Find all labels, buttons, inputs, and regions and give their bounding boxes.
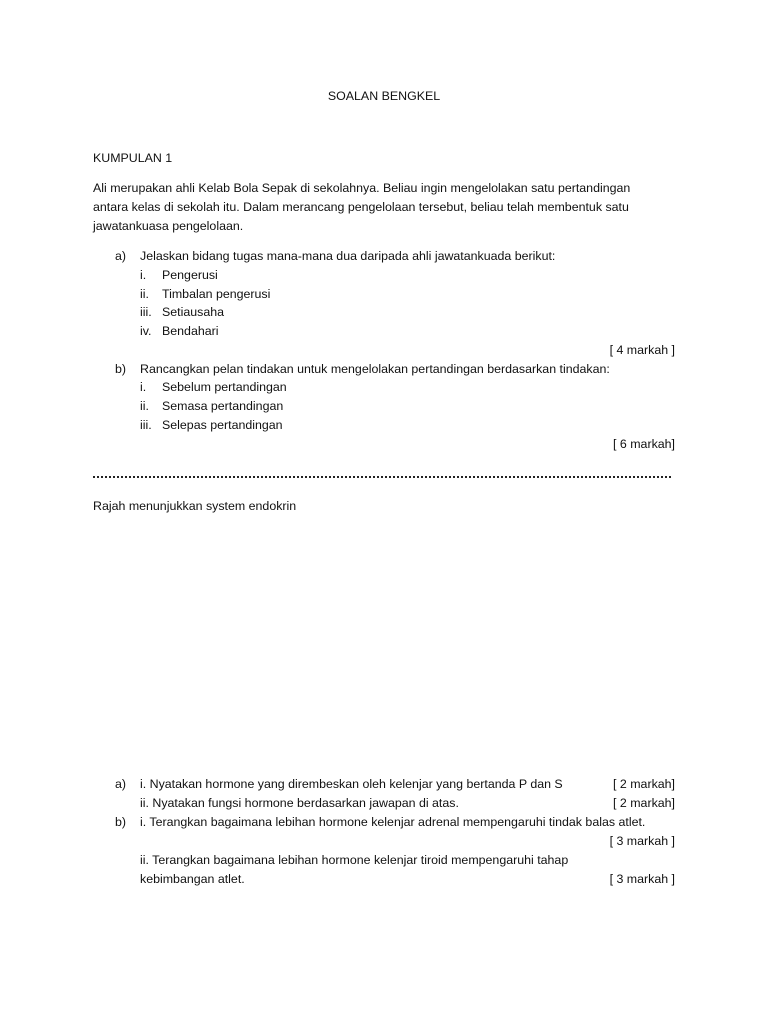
question-a-item-roman: iv. <box>140 324 152 338</box>
question-b-item-roman: iii. <box>140 418 152 432</box>
page-title: SOALAN BENGKEL <box>327 89 441 103</box>
question-2a-label: a) <box>115 777 127 791</box>
question-a-item: Bendahari <box>162 324 219 338</box>
group-heading: KUMPULAN 1 <box>93 151 173 165</box>
question-2a-line-2: ii. Nyatakan fungsi hormone berdasarkan jawapan di atas. <box>140 796 459 810</box>
question-b-item: Selepas pertandingan <box>162 418 283 432</box>
question-2a-marks-2: [ 2 markah] <box>613 796 675 810</box>
question-2b-marks-1: [ 3 markah ] <box>609 834 675 848</box>
question-a-label: a) <box>115 249 127 263</box>
question-a-item: Timbalan pengerusi <box>162 287 271 301</box>
question-2a-marks-1: [ 2 markah] <box>613 777 675 791</box>
intro-line-2: antara kelas di sekolah itu. Dalam merancang pengelolaan tersebut, beliau telah membentuk satu <box>93 200 629 214</box>
question-a-item-roman: i. <box>140 268 147 282</box>
question-2b-line-3: kebimbangan atlet. <box>140 872 245 886</box>
question-2a-line-1: i. Nyatakan hormone yang dirembeskan oleh kelenjar yang bertanda P dan S <box>140 777 563 791</box>
question-b-item: Semasa pertandingan <box>162 399 284 413</box>
question-2b-label: b) <box>115 815 127 829</box>
question-2b-line-1: i. Terangkan bagaimana lebihan hormone kelenjar adrenal mempengaruhi tindak balas atlet. <box>140 815 646 829</box>
question-a-item-roman: iii. <box>140 305 152 319</box>
question-b-item-roman: i. <box>140 380 147 394</box>
question-2b-line-2: ii. Terangkan bagaimana lebihan hormone kelenjar tiroid mempengaruhi tahap <box>140 853 569 867</box>
question-b-item: Sebelum pertandingan <box>162 380 287 394</box>
question-b-text: Rancangkan pelan tindakan untuk mengelolakan pertandingan berdasarkan tindakan: <box>140 362 610 376</box>
question-2b-marks-2: [ 3 markah ] <box>609 872 675 886</box>
question-b-marks: [ 6 markah] <box>613 437 675 451</box>
intro-line-1: Ali merupakan ahli Kelab Bola Sepak di sekolahnya. Beliau ingin mengelolakan satu pertandingan <box>93 181 631 195</box>
question-a-item: Setiausaha <box>162 305 225 319</box>
intro-line-3: jawatankuasa pengelolaan. <box>93 219 244 233</box>
diagram-caption: Rajah menunjukkan system endokrin <box>93 499 297 513</box>
question-b-label: b) <box>115 362 127 376</box>
question-b-item-roman: ii. <box>140 399 149 413</box>
dotted-divider <box>93 476 671 478</box>
question-a-marks: [ 4 markah ] <box>609 343 675 357</box>
question-a-item-roman: ii. <box>140 287 149 301</box>
question-a-text: Jelaskan bidang tugas mana-mana dua daripada ahli jawatankuada berikut: <box>140 249 556 263</box>
question-a-item: Pengerusi <box>162 268 218 282</box>
